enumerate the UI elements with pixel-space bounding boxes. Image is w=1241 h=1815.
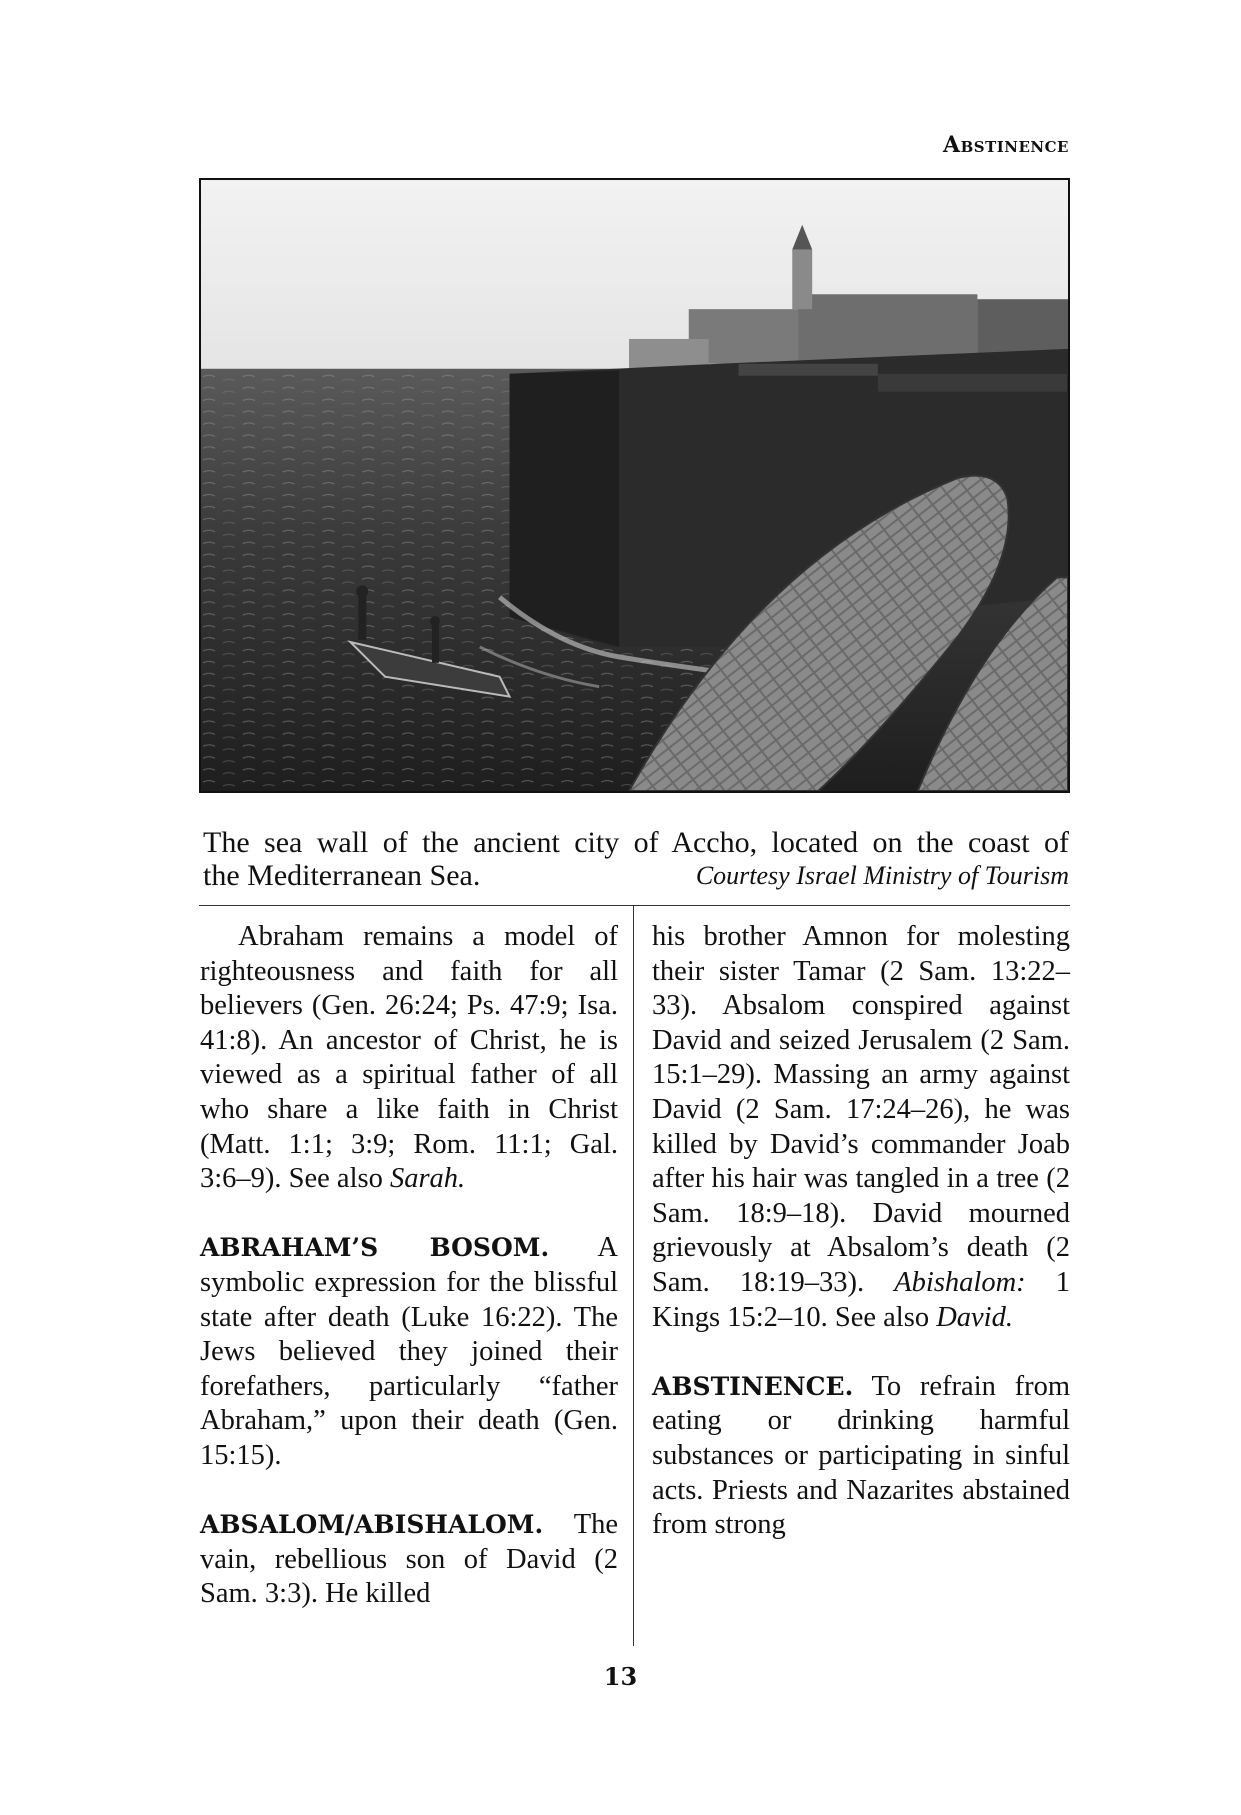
caption-rule [199, 905, 1070, 906]
column-divider [633, 906, 634, 1646]
headword: ABSTINENCE. [652, 1371, 854, 1401]
cross-reference: Sarah. [389, 1163, 466, 1195]
sea-wall-illustration [201, 180, 1068, 791]
headword: ABSALOM/ABISHALOM. [200, 1510, 544, 1540]
caption-line-1: The sea wall of the ancient city of Accho, located on the coast of [203, 826, 1069, 859]
left-column [200, 920, 618, 1612]
entry-abrahams-bosom [200, 1231, 618, 1473]
page-number: 13 [603, 1662, 638, 1691]
entry-absalom-continued [652, 920, 1070, 1335]
sea-wall-photo [199, 178, 1070, 793]
entry-abstinence [652, 1370, 1070, 1543]
right-column [652, 920, 1070, 1543]
figure-caption [203, 826, 1069, 892]
entry-text: To refrain from eating or drinking harmful substances or participating in sinful acts. Priests and Nazarites abstained from strong [652, 1370, 1070, 1541]
alternate-reference: 1 Kings 15:2–10. See also [652, 1266, 1071, 1333]
entry-text: The vain, rebellious son of David (2 Sam. 3:3). He killed [200, 1509, 618, 1610]
entry-text: Abraham remains a model of righteousness and faith for all believers (Gen. 26:24; Ps. 47:9; Isa. 41:8). An ancestor of Christ, he is viewed as a spiritual father of all who share a like faith in Christ (Matt. 1:1; 3:9; Rom. 11:1; Gal. 3:6–9). See also [200, 921, 618, 1195]
photo-credit: Courtesy Israel Ministry of Tourism [695, 861, 1069, 890]
alternate-name: Abishalom: [894, 1266, 1026, 1298]
entry-absalom [200, 1508, 618, 1612]
entry-text: his brother Amnon for molesting their sister Tamar (2 Sam. 13:22–33). Absalom conspired against David and seized Jerusalem (2 Sam. 15:1–29). Massing an army against David (2 Sam. 17:24–26), he was killed by David’s commander Joab after his hair was tangled in a tree (2 Sam. 18:9–18). David mourned grievously at Absalom’s death (2 Sam. 18:19–33). [652, 921, 1070, 1298]
caption-text: the Mediterranean Sea. [203, 859, 481, 892]
entry-abraham-continued [200, 920, 618, 1197]
entry-text: A symbolic expression for the blissful state after death (Luke 16:22). The Jews believed they joined their forefathers, particularly “father Abraham,” upon their death (Gen. 15:15). [200, 1232, 619, 1471]
caption-line-2 [203, 859, 1069, 892]
headword: ABRAHAM’S BOSOM. [200, 1233, 550, 1263]
cross-reference: David. [936, 1301, 1013, 1333]
running-head: Abstinence [943, 132, 1069, 158]
